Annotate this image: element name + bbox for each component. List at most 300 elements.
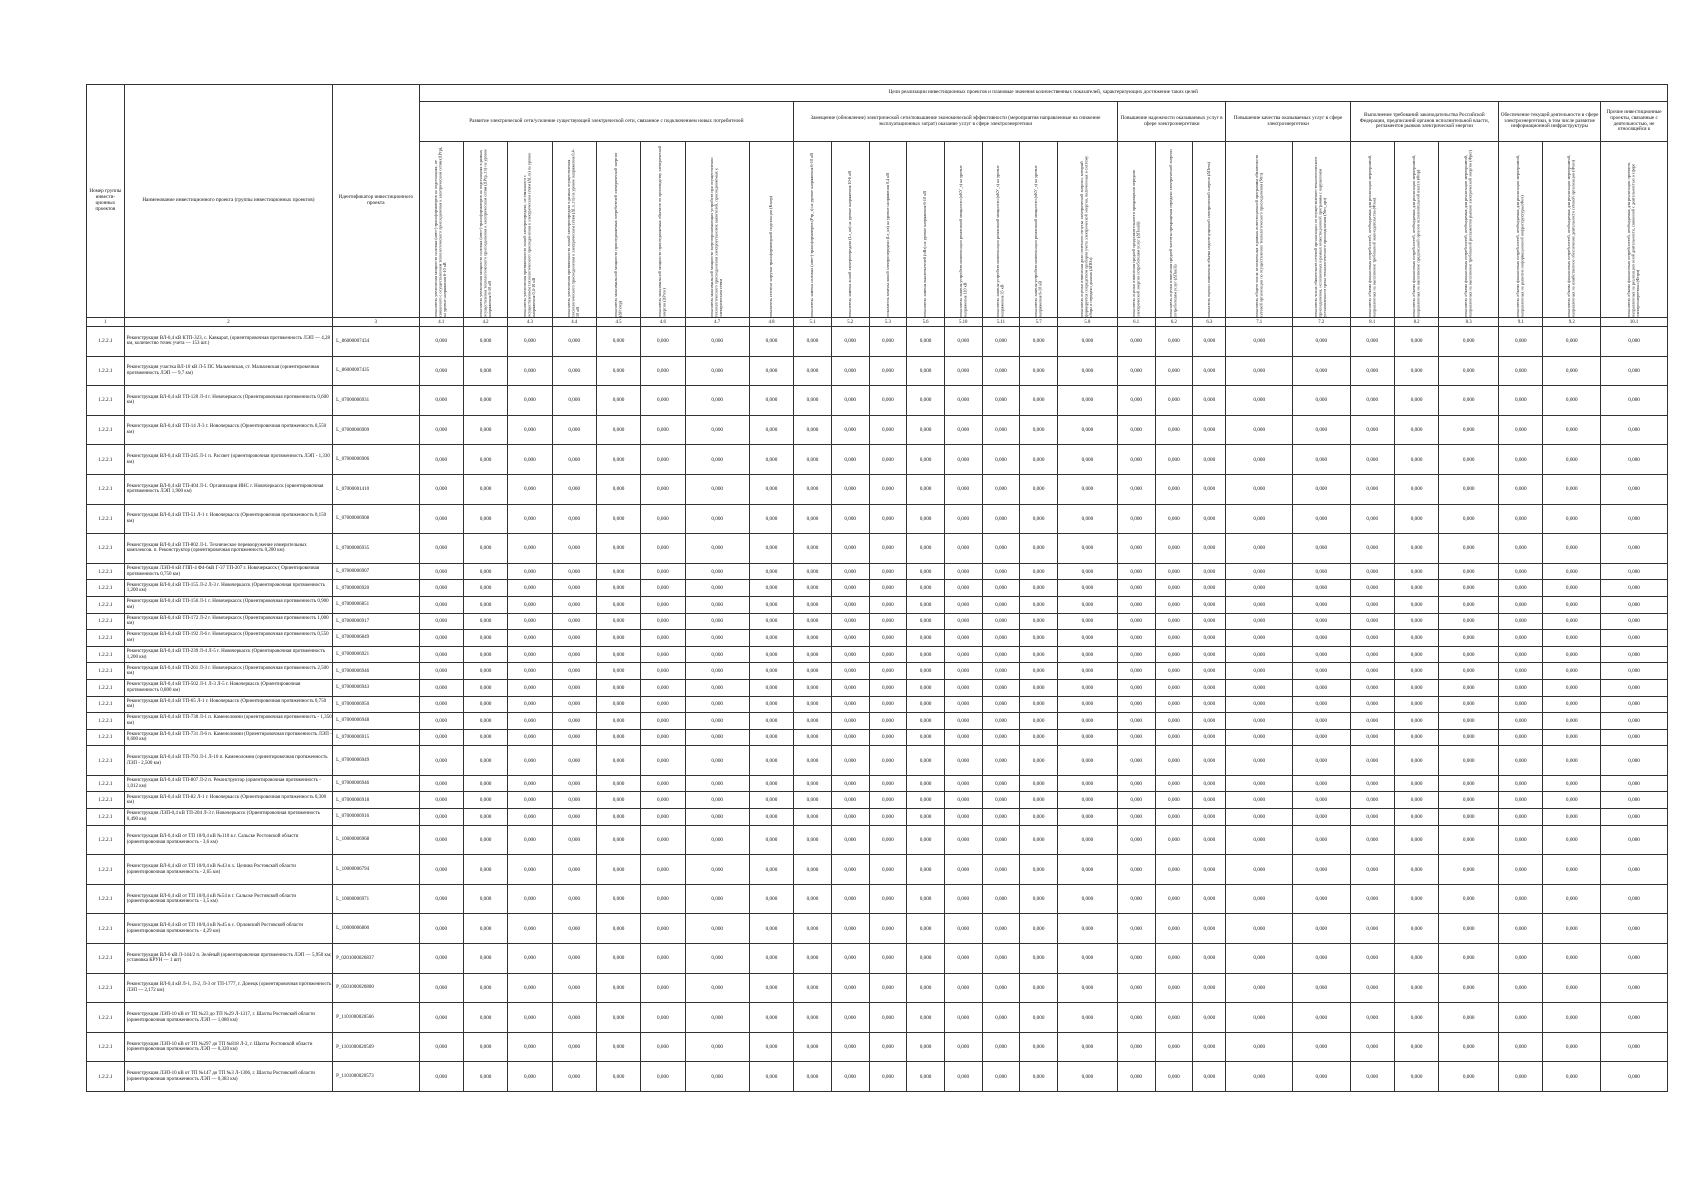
indicator-value: 0,000 (641, 386, 685, 416)
indicator-value: 0,000 (1117, 1032, 1155, 1062)
indicator-value: 0,000 (1439, 713, 1499, 730)
indicator-value: 0,000 (596, 884, 640, 914)
column-number: 8.1 (1350, 318, 1394, 327)
indicator-label: показатель объема финансовых потребностей, необходимых для реализации мероприятий, направленных на хозяйственное обеспечение деятельности сетевой организации (Фхоз) (1566, 154, 1576, 317)
project-id: L_07000006907 (333, 563, 419, 580)
indicator-value: 0,000 (869, 713, 907, 730)
table-row (87, 809, 1668, 826)
indicator-value: 0,000 (1601, 1062, 1668, 1092)
category-header: Развитие электрической сети/усиление существующей электрической сети, связанное с подключением новых потребителей (419, 102, 794, 142)
indicator-value: 0,000 (685, 855, 749, 885)
indicator-label: показатель замены линий электропередачи (Lз_кв) на уровне напряжения 10-6 кВ (846, 170, 852, 317)
project-id: L_86000007435 (333, 356, 419, 386)
indicator-value: 0,000 (1155, 445, 1193, 475)
indicator-value: 0,000 (508, 613, 552, 630)
indicator-value: 0,000 (831, 944, 869, 974)
indicator-value: 0,000 (552, 356, 596, 386)
indicator-value: 0,000 (1394, 445, 1438, 475)
indicator-value: 0,000 (944, 474, 982, 504)
indicator-value: 0,000 (869, 729, 907, 746)
indicator-value: 0,000 (596, 746, 640, 776)
indicator-value: 0,000 (869, 445, 907, 475)
indicator-value: 0,000 (1057, 386, 1117, 416)
indicator-value: 0,000 (1193, 914, 1226, 944)
indicator-value: 0,000 (944, 825, 982, 855)
indicator-value: 0,000 (1350, 563, 1394, 580)
indicator-value: 0,000 (944, 646, 982, 663)
indicator-value: 0,000 (794, 596, 832, 613)
indicator-value: 0,000 (685, 327, 749, 357)
indicator-value: 0,000 (1543, 973, 1601, 1003)
indicator-value: 0,000 (869, 884, 907, 914)
project-id: L_07000006916 (333, 809, 419, 826)
indicator-value: 0,000 (463, 884, 507, 914)
project-id-header: Идентификатор инвестиционного проекта (333, 85, 419, 318)
indicator-label: показатель увеличения мощности силовых (авто-) трансформаторов на подстанциях в рамках осуществления технологического присоединения к электрическим сетям (ΔРтр_тп) на уровне напряжения 6-10 кВ (477, 149, 492, 317)
indicator-value: 0,000 (1155, 630, 1193, 647)
indicator-value: 0,000 (1292, 884, 1350, 914)
table-row (87, 563, 1668, 580)
indicator-value: 0,000 (794, 386, 832, 416)
indicator-header (1350, 142, 1394, 318)
indicator-value: 0,000 (831, 713, 869, 730)
indicator-value: 0,000 (1193, 713, 1226, 730)
indicator-value: 0,000 (596, 646, 640, 663)
indicator-value: 0,000 (1057, 613, 1117, 630)
indicator-value: 0,000 (1499, 663, 1543, 680)
indicator-value: 0,000 (1117, 884, 1155, 914)
indicator-value: 0,000 (1350, 679, 1394, 696)
indicator-value: 0,000 (463, 327, 507, 357)
indicator-value: 0,000 (641, 1032, 685, 1062)
indicator-value: 0,000 (982, 356, 1020, 386)
indicator-value: 0,000 (1394, 825, 1438, 855)
table-row (87, 356, 1668, 386)
group-number: 1.2.2.1 (87, 679, 125, 696)
indicator-value: 0,000 (1499, 792, 1543, 809)
indicator-value: 0,000 (1499, 596, 1543, 613)
indicator-value: 0,000 (641, 474, 685, 504)
indicator-value: 0,000 (1394, 663, 1438, 680)
indicator-value: 0,000 (907, 445, 945, 475)
indicator-value: 0,000 (1193, 613, 1226, 630)
indicator-value: 0,000 (944, 596, 982, 613)
table-row (87, 855, 1668, 885)
indicator-value: 0,000 (1601, 534, 1668, 564)
indicator-header (596, 142, 640, 318)
indicator-value: 0,000 (1117, 973, 1155, 1003)
indicator-label: показатель замены выключателей (nВз) на уровне напряжения 6-10 кВ (922, 190, 928, 317)
indicator-value: 0,000 (1292, 914, 1350, 944)
indicator-value: 0,000 (463, 415, 507, 445)
indicator-value: 0,000 (1155, 663, 1193, 680)
indicator-value: 0,000 (1350, 596, 1394, 613)
indicator-value: 0,000 (831, 792, 869, 809)
indicator-value: 0,000 (641, 914, 685, 944)
indicator-value: 0,000 (1057, 1003, 1117, 1033)
indicator-value: 0,000 (419, 729, 463, 746)
indicator-value: 0,000 (685, 1032, 749, 1062)
indicator-value: 0,000 (749, 580, 793, 597)
indicator-value: 0,000 (1499, 327, 1543, 357)
indicator-value: 0,000 (419, 596, 463, 613)
indicator-value: 0,000 (944, 386, 982, 416)
indicator-value: 0,000 (1117, 855, 1155, 885)
indicator-value: 0,000 (508, 1032, 552, 1062)
table-row (87, 630, 1668, 647)
indicator-value: 0,000 (749, 386, 793, 416)
indicator-value: 0,000 (1057, 713, 1117, 730)
indicator-header (831, 142, 869, 318)
indicator-value: 0,000 (641, 580, 685, 597)
indicator-value: 0,000 (1350, 1032, 1394, 1062)
indicator-value: 0,000 (907, 884, 945, 914)
indicator-value: 0,000 (419, 415, 463, 445)
indicator-value: 0,000 (749, 563, 793, 580)
project-name: Реконструкция ВЛ-0,4 кВ ТП-172 Л-2 г. Новочеркасск (Ориентировочная протяженность 1,000 км) (124, 613, 332, 630)
indicator-value: 0,000 (1601, 1003, 1668, 1033)
indicator-value: 0,000 (1543, 630, 1601, 647)
indicator-value: 0,000 (1543, 474, 1601, 504)
table-row (87, 1062, 1668, 1092)
project-name: Реконструкция ЛЭП-10 кВ от ТП №23 до ТП №29 Л-1317, г. Шахты Ростовской области (ориентировочная протяженность ЛЭП — 1,080 км) (124, 1003, 332, 1033)
indicator-value: 0,000 (1543, 679, 1601, 696)
indicator-value: 0,000 (419, 944, 463, 974)
indicator-value: 0,000 (1226, 729, 1293, 746)
project-name: Реконструкция ВЛ-0,4 кВ ТП-120 Л-4 г. Новочеркасск (Ориентировочная протяженность 0,600 км) (124, 386, 332, 416)
indicator-value: 0,000 (1193, 596, 1226, 613)
indicator-value: 0,000 (1601, 504, 1668, 534)
indicator-value: 0,000 (463, 944, 507, 974)
column-number: 9.2 (1543, 318, 1601, 327)
indicator-value: 0,000 (1439, 1032, 1499, 1062)
indicator-value: 0,000 (641, 646, 685, 663)
indicator-value: 0,000 (1292, 596, 1350, 613)
group-number: 1.2.2.1 (87, 884, 125, 914)
indicator-value: 0,000 (869, 696, 907, 713)
indicator-value: 0,000 (794, 327, 832, 357)
project-name: Реконструкция ВЛ-0,4 кВ ТП-802 Л-1. Техническое перевооружение измерительных комплексов. п. Реконструктор (ориентировочная протяженность 0,200 км) (124, 534, 332, 564)
table-row (87, 580, 1668, 597)
indicator-value: 0,000 (1439, 792, 1499, 809)
indicator-value: 0,000 (1020, 663, 1058, 680)
indicator-value: 0,000 (596, 534, 640, 564)
indicator-value: 0,000 (419, 504, 463, 534)
indicator-value: 0,000 (552, 630, 596, 647)
indicator-value: 0,000 (1193, 729, 1226, 746)
table-row (87, 504, 1668, 534)
indicator-value: 0,000 (1394, 746, 1438, 776)
indicator-value: 0,000 (1117, 729, 1155, 746)
project-id: L_07000006915 (333, 729, 419, 746)
indicator-value: 0,000 (1350, 792, 1394, 809)
indicator-value: 0,000 (552, 445, 596, 475)
group-number-header: Номер группы инвести-ционных проектов (87, 85, 125, 318)
project-name: Реконструкция ВЛ-0,4 кВ ТП-245 Л-1 п. Рассвет (ориентировочная протяженность ЛЭП - 1,330 км) (124, 445, 332, 475)
indicator-value: 0,000 (1193, 356, 1226, 386)
indicator-value: 0,000 (1226, 663, 1293, 680)
indicator-value: 0,000 (831, 809, 869, 826)
indicator-value: 0,000 (1350, 356, 1394, 386)
indicator-label: показатель замены силовых (авто-) трансформаторов (Ртр_з) на уровне напряжения 6-10 кВ (809, 152, 815, 317)
indicator-value: 0,000 (1155, 884, 1193, 914)
group-number: 1.2.2.1 (87, 646, 125, 663)
indicator-value: 0,000 (1601, 415, 1668, 445)
group-number: 1.2.2.1 (87, 855, 125, 885)
project-name: Реконструкция ВЛ-0,4 кВ ТП-404 Л-1. Организация ИНС г. Новочеркасск (ориентировочная протяженность ЛЭП 1,900 км) (124, 474, 332, 504)
indicator-value: 0,000 (508, 696, 552, 713)
indicator-value: 0,000 (831, 1003, 869, 1033)
indicator-value: 0,000 (552, 696, 596, 713)
indicator-value: 0,000 (641, 563, 685, 580)
category-header: Замещение (обновление) электрической сети/повышение экономической эффективности (мероприятия направленные на снижение эксплуатационных затрат) оказание услуг в сфере электроэнергетики (794, 102, 1118, 142)
indicator-value: 0,000 (596, 809, 640, 826)
indicator-value: 0,000 (1439, 327, 1499, 357)
indicator-value: 0,000 (1394, 855, 1438, 885)
indicator-value: 0,000 (831, 1062, 869, 1092)
indicator-value: 0,000 (1499, 646, 1543, 663)
indicator-label: показатель степени загрузки трансформаторной подстанции (Кзагр) (768, 195, 774, 317)
indicator-value: 0,000 (641, 613, 685, 630)
indicator-value: 0,000 (907, 713, 945, 730)
indicator-value: 0,000 (869, 534, 907, 564)
indicator-value: 0,000 (1020, 356, 1058, 386)
indicator-value: 0,000 (1543, 792, 1601, 809)
indicator-label: показатель замены устройств компенсации реактивной мощности (nКУ_з) на уровне напряжения 35 кВ (995, 165, 1005, 317)
indicator-value: 0,000 (1057, 1032, 1117, 1062)
indicator-value: 0,000 (1350, 663, 1394, 680)
indicator-value: 0,000 (749, 696, 793, 713)
indicator-value: 0,000 (1394, 563, 1438, 580)
indicator-value: 0,000 (1226, 944, 1293, 974)
indicator-value: 0,000 (596, 474, 640, 504)
indicator-value: 0,000 (1155, 973, 1193, 1003)
indicator-value: 0,000 (1226, 713, 1293, 730)
indicator-value: 0,000 (1601, 474, 1668, 504)
indicator-value: 0,000 (1117, 580, 1155, 597)
indicator-value: 0,000 (641, 679, 685, 696)
indicator-value: 0,000 (1155, 580, 1193, 597)
project-id: L_07000006908 (333, 504, 419, 534)
indicator-value: 0,000 (1350, 327, 1394, 357)
project-name: Реконструкция ВЛ-0,4 кВ ТП-65 Л-1 г. Новочеркасск (Ориентировочная протяженность 0,750 км) (124, 696, 332, 713)
indicator-value: 0,000 (749, 775, 793, 792)
indicator-value: 0,000 (1155, 825, 1193, 855)
indicator-value: 0,000 (944, 855, 982, 885)
indicator-value: 0,000 (869, 563, 907, 580)
indicator-value: 0,000 (907, 356, 945, 386)
column-number: 4.1 (419, 318, 463, 327)
indicator-value: 0,000 (463, 1003, 507, 1033)
project-id: P_0201000020837 (333, 944, 419, 974)
indicator-value: 0,000 (1020, 630, 1058, 647)
project-name: Реконструкция ВЛ-0,4 кВ ТП-730 Л-1 п. Каменоломни (ориентировочная протяженность - 1,350 км) (124, 713, 332, 730)
indicator-value: 0,000 (1292, 944, 1350, 974)
indicator-value: 0,000 (794, 534, 832, 564)
indicator-value: 0,000 (1439, 356, 1499, 386)
indicator-value: 0,000 (1057, 596, 1117, 613)
indicator-value: 0,000 (552, 884, 596, 914)
indicator-value: 0,000 (1439, 914, 1499, 944)
indicator-value: 0,000 (831, 474, 869, 504)
indicator-value: 0,000 (1155, 613, 1193, 630)
indicator-value: 0,000 (794, 415, 832, 445)
project-id: P_0501000020800 (333, 973, 419, 1003)
indicator-value: 0,000 (1601, 563, 1668, 580)
indicator-value: 0,000 (419, 630, 463, 647)
indicator-value: 0,000 (794, 1032, 832, 1062)
indicator-value: 0,000 (1601, 944, 1668, 974)
indicator-value: 0,000 (1543, 646, 1601, 663)
indicator-value: 0,000 (1543, 613, 1601, 630)
indicator-value: 0,000 (1193, 415, 1226, 445)
indicator-value: 0,000 (552, 855, 596, 885)
column-number: 4.4 (552, 318, 596, 327)
indicator-value: 0,000 (463, 356, 507, 386)
project-name: Реконструкция ВЛ-0,4 кВ ТП-807 Л-2 п. Реконструктор (ориентировочная протяженность - 1,012 км) (124, 775, 332, 792)
indicator-label: показатель замены устройств компенсации реактивной мощности (nКУ_з) на уровне напряжения 110 кВ (957, 165, 968, 317)
group-number: 1.2.2.1 (87, 914, 125, 944)
indicator-value: 0,000 (1439, 944, 1499, 974)
indicator-value: 0,000 (1292, 415, 1350, 445)
indicator-value: 0,000 (1350, 713, 1394, 730)
indicator-value: 0,000 (1601, 386, 1668, 416)
table-row (87, 534, 1668, 564)
group-number: 1.2.2.1 (87, 534, 125, 564)
indicator-value: 0,000 (1350, 825, 1394, 855)
indicator-value: 0,000 (869, 474, 907, 504)
indicator-value: 0,000 (1394, 884, 1438, 914)
indicator-value: 0,000 (749, 792, 793, 809)
indicator-value: 0,000 (794, 563, 832, 580)
indicator-value: 0,000 (1193, 696, 1226, 713)
indicator-value: 0,000 (749, 855, 793, 885)
indicator-value: 0,000 (1020, 327, 1058, 357)
project-name: Реконструкция ЛЭП-0,4 кВ ТП-204 Л-3 г. Новочеркасск (Ориентировочная протяженность 0,490 км) (124, 809, 332, 826)
indicator-value: 0,000 (1601, 809, 1668, 826)
indicator-value: 0,000 (552, 596, 596, 613)
indicator-value: 0,000 (1499, 825, 1543, 855)
indicator-value: 0,000 (1226, 356, 1293, 386)
indicator-value: 0,000 (749, 1032, 793, 1062)
indicator-value: 0,000 (794, 445, 832, 475)
table-row (87, 944, 1668, 974)
indicator-value: 0,000 (1601, 580, 1668, 597)
indicator-value: 0,000 (419, 696, 463, 713)
indicator-value: 0,000 (552, 646, 596, 663)
indicator-value: 0,000 (1226, 534, 1293, 564)
indicator-value: 0,000 (463, 613, 507, 630)
indicator-header (641, 142, 685, 318)
indicator-label: показатель объема финансовых потребностей, необходимых для реализации мероприятий, направленных на развитие информационной инфраструктуры (Фит) (1515, 154, 1525, 317)
indicator-value: 0,000 (685, 679, 749, 696)
indicator-value: 0,000 (1292, 713, 1350, 730)
indicator-value: 0,000 (944, 563, 982, 580)
indicator-value: 0,000 (1117, 914, 1155, 944)
indicator-value: 0,000 (419, 914, 463, 944)
indicator-value: 0,000 (907, 415, 945, 445)
indicator-value: 0,000 (982, 884, 1020, 914)
indicator-value: 0,000 (831, 884, 869, 914)
indicator-value: 0,000 (869, 415, 907, 445)
indicator-value: 0,000 (552, 973, 596, 1003)
table-row (87, 445, 1668, 475)
indicator-value: 0,000 (1020, 825, 1058, 855)
table-row (87, 327, 1668, 357)
indicator-header (508, 142, 552, 318)
indicator-value: 0,000 (508, 713, 552, 730)
indicator-value: 0,000 (1292, 746, 1350, 776)
indicator-value: 0,000 (982, 973, 1020, 1003)
indicator-header (1499, 142, 1543, 318)
indicator-value: 0,000 (907, 504, 945, 534)
column-number: 4.5 (596, 318, 640, 327)
indicator-value: 0,000 (1350, 504, 1394, 534)
indicator-value: 0,000 (1020, 775, 1058, 792)
group-number: 1.2.2.1 (87, 580, 125, 597)
indicator-value: 0,000 (552, 580, 596, 597)
indicator-value: 0,000 (1499, 973, 1543, 1003)
table-row (87, 415, 1668, 445)
indicator-value: 0,000 (944, 944, 982, 974)
indicator-value: 0,000 (419, 663, 463, 680)
indicator-value: 0,000 (982, 663, 1020, 680)
indicator-value: 0,000 (419, 386, 463, 416)
indicator-value: 0,000 (1543, 356, 1601, 386)
indicator-value: 0,000 (1439, 884, 1499, 914)
indicator-value: 0,000 (1057, 356, 1117, 386)
indicator-value: 0,000 (1020, 792, 1058, 809)
indicator-value: 0,000 (685, 534, 749, 564)
indicator-value: 0,000 (1155, 679, 1193, 696)
indicator-value: 0,000 (419, 713, 463, 730)
indicator-value: 0,000 (508, 327, 552, 357)
indicator-value: 0,000 (1439, 415, 1499, 445)
indicator-value: 0,000 (596, 356, 640, 386)
column-number: 5.8 (1057, 318, 1117, 327)
indicator-value: 0,000 (869, 386, 907, 416)
indicator-value: 0,000 (1350, 534, 1394, 564)
indicator-value: 0,000 (749, 327, 793, 357)
group-number: 1.2.2.1 (87, 596, 125, 613)
indicator-value: 0,000 (907, 1062, 945, 1092)
indicator-value: 0,000 (1057, 775, 1117, 792)
indicator-value: 0,000 (1226, 445, 1293, 475)
indicator-value: 0,000 (1439, 596, 1499, 613)
indicator-value: 0,000 (869, 596, 907, 613)
column-number: 8.3 (1439, 318, 1499, 327)
indicator-value: 0,000 (1193, 825, 1226, 855)
indicator-value: 0,000 (419, 973, 463, 1003)
indicator-value: 0,000 (1350, 855, 1394, 885)
indicator-value: 0,000 (907, 825, 945, 855)
project-name: Реконструкция ВЛ-0,4 кВ ТП-51 Л-1 г. Новочеркасск (Ориентировочная протяженность 0,150 км) (124, 504, 332, 534)
indicator-value: 0,000 (1543, 775, 1601, 792)
indicator-value: 0,000 (419, 534, 463, 564)
indicator-value: 0,000 (1117, 1003, 1155, 1033)
indicator-value: 0,000 (1193, 679, 1226, 696)
indicator-value: 0,000 (1439, 809, 1499, 826)
indicator-value: 0,000 (685, 713, 749, 730)
indicator-value: 0,000 (641, 713, 685, 730)
indicator-value: 0,000 (1350, 415, 1394, 445)
indicator-value: 0,000 (749, 613, 793, 630)
indicator-value: 0,000 (419, 746, 463, 776)
indicator-value: 0,000 (1117, 534, 1155, 564)
category-header: Выполнение требований законодательства Российской Федерации, предписаний органов исполнительной власти, регламентов рынков электрической энергии (1350, 102, 1499, 142)
indicator-value: 0,000 (1020, 855, 1058, 885)
indicator-value: 0,000 (1543, 1062, 1601, 1092)
